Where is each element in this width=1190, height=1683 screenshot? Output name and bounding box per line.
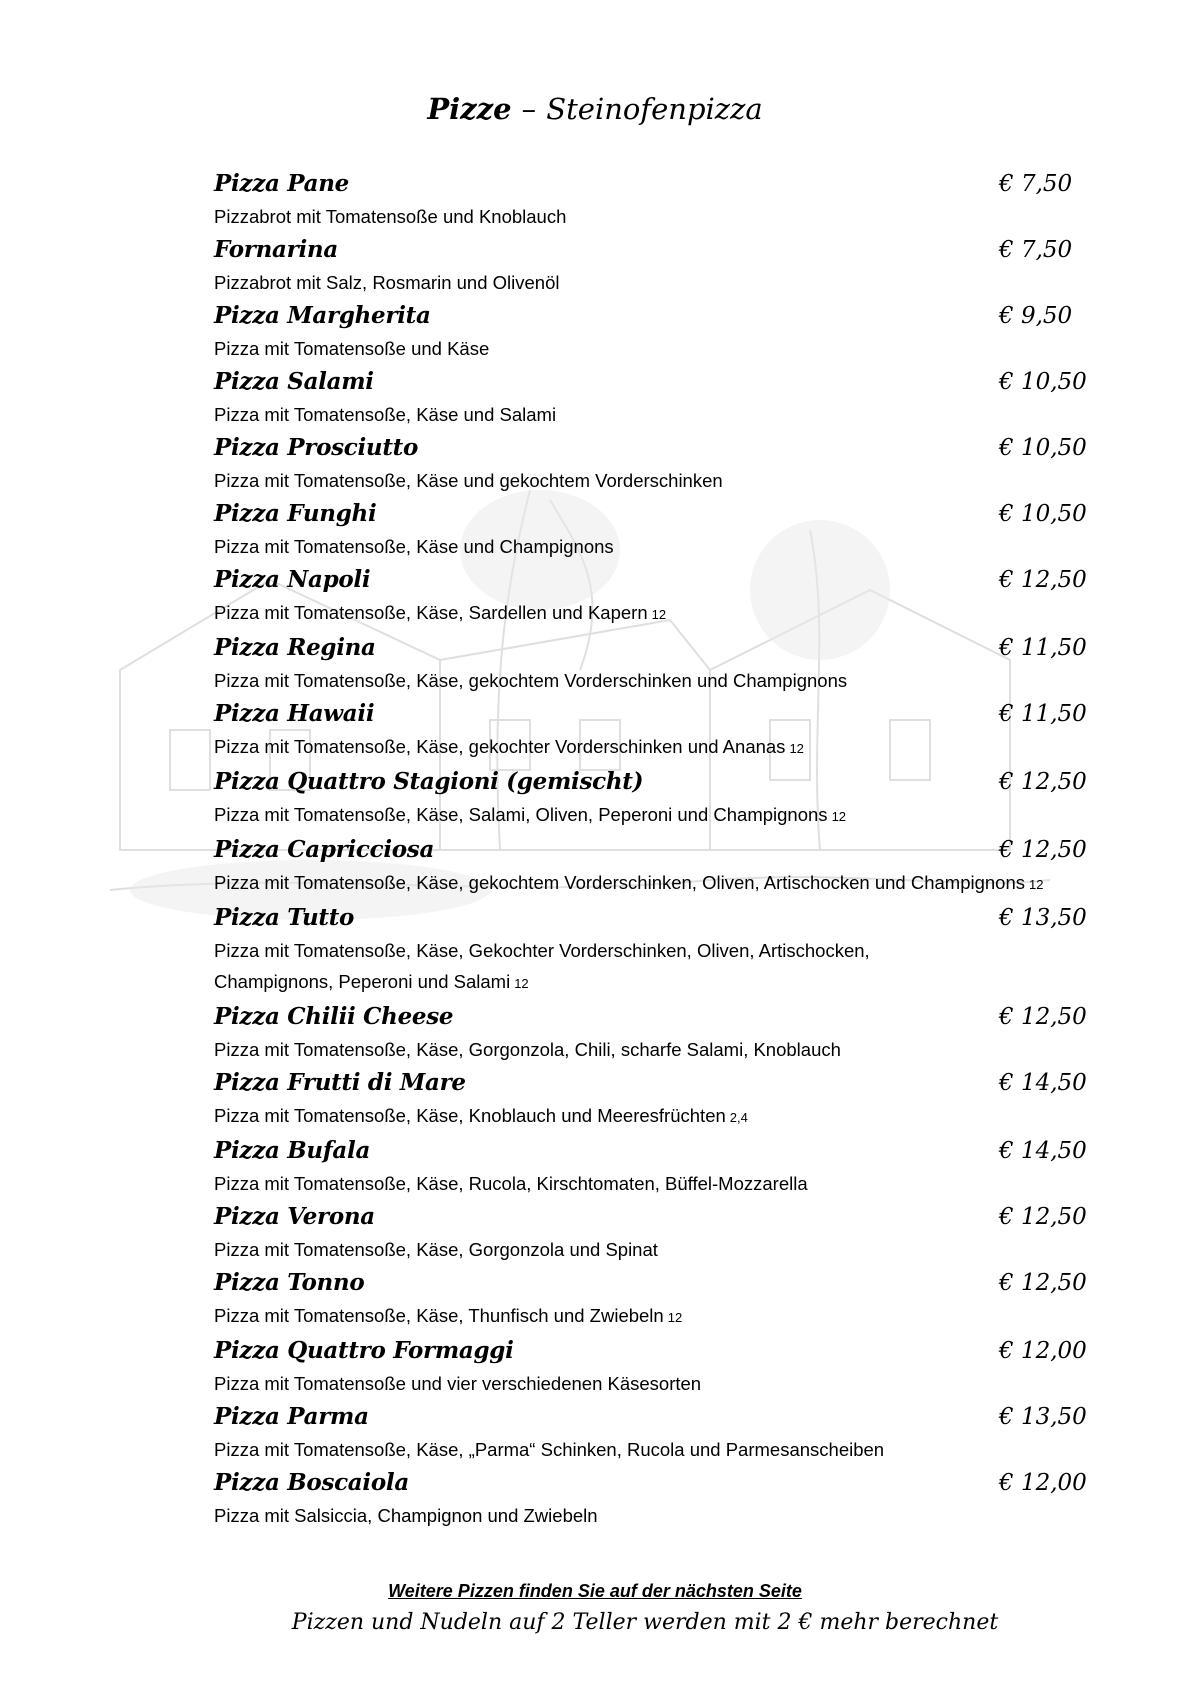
title-subtitle: Steinofenpizza	[546, 92, 763, 126]
menu-item	[214, 696, 1094, 764]
pizza-description-text: Pizza mit Tomatensoße, Käse, Rucola, Kirschtomaten, Büffel-Mozzarella	[214, 1173, 808, 1194]
menu-item	[214, 1399, 1094, 1465]
menu-item	[214, 630, 1094, 696]
pizza-description-text: Pizza mit Tomatensoße, Käse, gekochtem Vorderschinken, Oliven, Artischocken und Champignons	[214, 872, 1025, 893]
menu-item	[214, 1199, 1094, 1265]
pizza-description	[214, 465, 1094, 496]
pizza-price: € 7,50	[999, 237, 1073, 263]
pizza-name: Pizza Hawaii	[214, 700, 375, 727]
menu-item-header	[214, 1133, 1094, 1169]
pizza-description	[214, 201, 1094, 232]
pizza-name: Pizza Salami	[214, 368, 374, 395]
allergen-code: 12	[651, 607, 667, 622]
menu-item-header	[214, 1265, 1094, 1301]
title-main: Pizze	[427, 92, 512, 126]
menu-item-header	[214, 562, 1094, 598]
menu-item	[214, 999, 1094, 1065]
pizza-price: € 12,50	[999, 837, 1087, 863]
menu-item	[214, 232, 1094, 298]
pizza-description-text: Pizza mit Tomatensoße, Käse, Gekochter Vorderschinken, Oliven, Artischocken, Champignons, Peperoni und Salami	[214, 940, 870, 992]
pizza-description	[214, 799, 1094, 832]
menu-item-header	[214, 764, 1094, 800]
pizza-description	[214, 597, 1094, 630]
allergen-code: 12	[789, 741, 804, 756]
pizza-description-text: Pizza mit Tomatensoße, Käse, Gorgonzola, Chili, scharfe Salami, Knoblauch	[214, 1039, 841, 1060]
pizza-description-text: Pizza mit Tomatensoße, Käse und Salami	[214, 404, 557, 425]
menu-item-header	[214, 999, 1094, 1035]
pizza-description-text: Pizza mit Salsiccia, Champignon und Zwiebeln	[214, 1505, 598, 1526]
menu-item	[214, 298, 1094, 364]
allergen-code: 12	[514, 976, 529, 991]
menu-item-header	[214, 232, 1094, 268]
menu-item	[214, 1065, 1094, 1133]
pizza-price: € 13,50	[999, 905, 1087, 931]
pizza-description	[214, 399, 1094, 430]
pizza-price: € 12,50	[999, 1004, 1087, 1030]
menu-item-header	[214, 1333, 1094, 1369]
pizza-description	[214, 1168, 1094, 1199]
pizza-price: € 10,50	[999, 369, 1087, 395]
pizza-description-text: Pizza mit Tomatensoße, Käse, Gorgonzola und Spinat	[214, 1239, 658, 1260]
surcharge-note: Pizzen und Nudeln auf 2 Teller werden mit 2 € mehr berechnet	[291, 1610, 999, 1635]
pizza-price: € 14,50	[999, 1070, 1087, 1096]
pizza-name: Pizza Prosciutto	[214, 434, 419, 461]
pizza-description-text: Pizza mit Tomatensoße, Käse, Sardellen und Kapern	[214, 602, 648, 623]
menu-item-header	[214, 298, 1094, 334]
menu-item-header	[214, 1399, 1094, 1435]
pizza-description-text: Pizza mit Tomatensoße und vier verschiedenen Käsesorten	[214, 1373, 702, 1394]
pizza-name: Pizza Margherita	[214, 302, 431, 329]
pizza-description	[214, 333, 1094, 364]
menu-item-header	[214, 832, 1094, 868]
pizza-name: Pizza Tonno	[214, 1269, 365, 1296]
menu-item	[214, 832, 1094, 900]
menu-item	[214, 1133, 1094, 1199]
allergen-code: 12	[667, 1310, 683, 1325]
pizza-description-text: Pizza mit Tomatensoße, Käse, Salami, Oliven, Peperoni und Champignons	[214, 804, 828, 825]
pizza-price: € 13,50	[999, 1404, 1087, 1430]
menu-item-header	[214, 630, 1094, 666]
menu-item	[214, 764, 1094, 832]
menu-item	[214, 562, 1094, 630]
pizza-name: Pizza Verona	[214, 1203, 375, 1230]
pizza-price: € 12,50	[999, 769, 1087, 795]
pizza-price: € 14,50	[999, 1138, 1087, 1164]
pizza-price: € 9,50	[999, 303, 1073, 329]
pizza-name: Pizza Frutti di Mare	[214, 1069, 466, 1096]
menu-item	[214, 430, 1094, 496]
allergen-code: 12	[1029, 877, 1044, 892]
pizza-menu-list	[214, 166, 1094, 1531]
menu-item	[214, 496, 1094, 562]
next-page-notice: Weitere Pizzen finden Sie auf der nächsten Seite	[388, 1581, 802, 1601]
pizza-name: Fornarina	[214, 236, 338, 263]
pizza-description-text: Pizza mit Tomatensoße, Käse, Knoblauch und Meeresfrüchten	[214, 1105, 726, 1126]
pizza-price: € 11,50	[999, 701, 1087, 727]
pizza-name: Pizza Tutto	[214, 904, 355, 931]
pizza-description-text: Pizzabrot mit Salz, Rosmarin und Olivenöl	[214, 272, 560, 293]
pizza-description-text: Pizza mit Tomatensoße, Käse und gekochtem Vorderschinken	[214, 470, 723, 491]
pizza-name: Pizza Chilii Cheese	[214, 1003, 454, 1030]
menu-item-header	[214, 364, 1094, 400]
pizza-description	[214, 867, 1094, 900]
pizza-price: € 12,00	[999, 1338, 1087, 1364]
menu-item	[214, 900, 1094, 999]
pizza-description	[214, 267, 1094, 298]
pizza-description-text: Pizzabrot mit Tomatensoße und Knoblauch	[214, 206, 567, 227]
pizza-name: Pizza Napoli	[214, 566, 371, 593]
pizza-description	[214, 1368, 1094, 1399]
pizza-price: € 11,50	[999, 635, 1087, 661]
allergen-code: 12	[831, 809, 847, 824]
pizza-name: Pizza Boscaiola	[214, 1469, 409, 1496]
pizza-description-text: Pizza mit Tomatensoße, Käse, gekochtem Vorderschinken und Champignons	[214, 670, 848, 691]
pizza-description	[214, 1034, 1094, 1065]
menu-item-header	[214, 900, 1094, 936]
pizza-price: € 10,50	[999, 501, 1087, 527]
pizza-name: Pizza Capricciosa	[214, 836, 435, 863]
menu-item-header	[214, 696, 1094, 732]
pizza-description-text: Pizza mit Tomatensoße und Käse	[214, 338, 490, 359]
pizza-description-text: Pizza mit Tomatensoße, Käse, Thunfisch und Zwiebeln	[214, 1305, 664, 1326]
menu-item	[214, 1265, 1094, 1333]
pizza-price: € 7,50	[999, 171, 1073, 197]
pizza-description	[214, 1434, 1094, 1465]
pizza-price: € 12,50	[999, 567, 1087, 593]
pizza-description-text: Pizza mit Tomatensoße, Käse, gekochter Vorderschinken und Ananas	[214, 736, 786, 757]
allergen-code: 2,4	[729, 1110, 748, 1125]
menu-item	[214, 364, 1094, 430]
pizza-name: Pizza Pane	[214, 170, 350, 197]
pizza-name: Pizza Quattro Formaggi	[214, 1337, 514, 1364]
pizza-description	[214, 665, 1094, 696]
pizza-description-text: Pizza mit Tomatensoße, Käse, „Parma“ Schinken, Rucola und Parmesanscheiben	[214, 1439, 885, 1460]
pizza-description	[214, 1500, 1094, 1531]
pizza-description	[214, 935, 934, 999]
pizza-name: Pizza Parma	[214, 1403, 369, 1430]
pizza-description	[214, 731, 1094, 764]
pizza-name: Pizza Bufala	[214, 1137, 371, 1164]
menu-item	[214, 1333, 1094, 1399]
menu-item	[214, 166, 1094, 232]
menu-item-header	[214, 1065, 1094, 1101]
menu-item-header	[214, 166, 1094, 202]
menu-item-header	[214, 496, 1094, 532]
pizza-description	[214, 1100, 1094, 1133]
pizza-price: € 12,50	[999, 1204, 1087, 1230]
pizza-name: Pizza Regina	[214, 634, 376, 661]
menu-item	[214, 1465, 1094, 1531]
pizza-name: Pizza Quattro Stagioni (gemischt)	[214, 768, 644, 795]
pizza-price: € 12,50	[999, 1270, 1087, 1296]
pizza-price: € 12,00	[999, 1470, 1087, 1496]
title-separator: –	[521, 92, 537, 126]
pizza-name: Pizza Funghi	[214, 500, 377, 527]
page-title	[0, 92, 1190, 126]
menu-item-header	[214, 1465, 1094, 1501]
pizza-description	[214, 1234, 1094, 1265]
pizza-description	[214, 1300, 1094, 1333]
menu-item-header	[214, 1199, 1094, 1235]
menu-item-header	[214, 430, 1094, 466]
pizza-description-text: Pizza mit Tomatensoße, Käse und Champignons	[214, 536, 614, 557]
pizza-description	[214, 531, 1094, 562]
pizza-price: € 10,50	[999, 435, 1087, 461]
